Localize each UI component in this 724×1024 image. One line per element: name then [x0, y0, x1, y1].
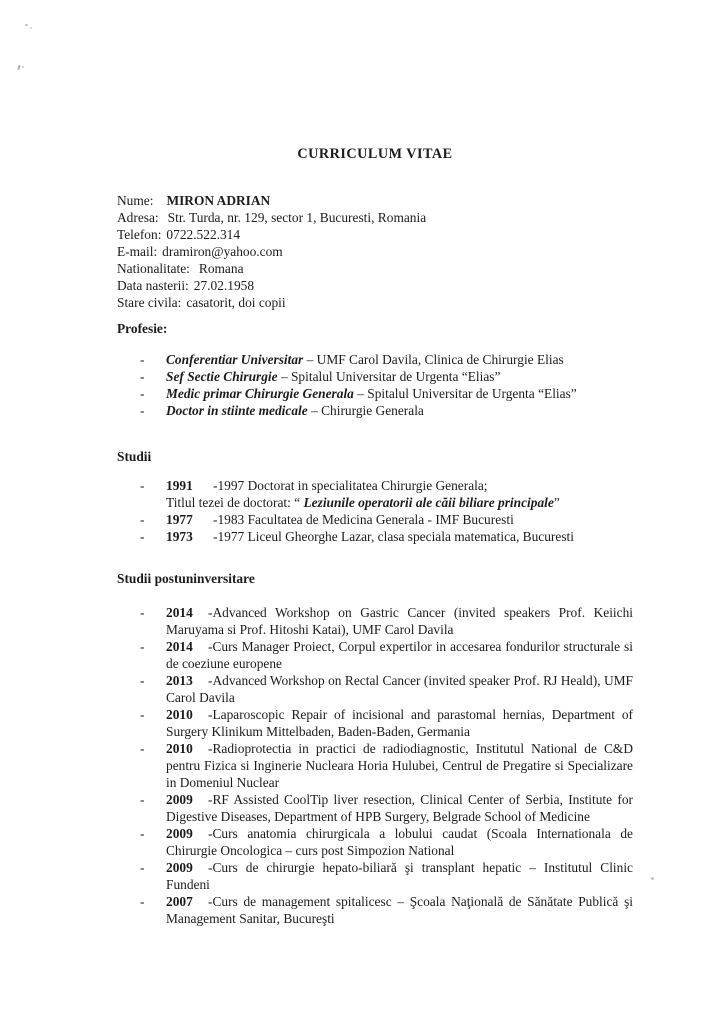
scan-artifact: [651, 877, 654, 880]
section-heading-profesie: Profesie:: [117, 321, 168, 336]
item-text: -Advanced Workshop on Rectal Cancer (invited speaker Prof. RJ Heald), UMF Carol Davila: [166, 673, 633, 705]
personal-line-nationality: [117, 260, 633, 277]
list-item: [117, 351, 633, 368]
field-label: Nume:: [117, 193, 154, 208]
field-label: E-mail:: [117, 244, 158, 259]
scan-artifact: [17, 65, 20, 70]
item-year: 2013: [166, 673, 193, 688]
field-label: Telefon:: [117, 227, 162, 242]
personal-line-name: [117, 192, 633, 209]
item-text: -1977 Liceul Gheorghe Lazar, clasa speciala matematica, Bucuresti: [213, 529, 574, 544]
list-item: [117, 368, 633, 385]
item-text: -Curs de chirurgie hepato-biliară şi transplant hepatic – Institutul Clinic Fundeni: [166, 860, 633, 892]
scan-artifact: [30, 27, 32, 29]
scan-artifact: [25, 24, 28, 26]
field-value: 27.02.1958: [193, 278, 255, 293]
item-text: -1997 Doctorat in specialitatea Chirurgie Generala;: [213, 478, 488, 493]
job-title: Medic primar Chirurgie Generala: [166, 386, 354, 401]
job-title: Sef Sectie Chirurgie: [166, 369, 278, 384]
item-text: -Advanced Workshop on Gastric Cancer (invited speakers Prof. Keiichi Maruyama si Prof. Hitoshi Katai), UMF Carol Davila: [166, 605, 633, 637]
list-item: [117, 402, 633, 419]
scan-artifact: [22, 66, 24, 68]
list-item: [117, 477, 633, 511]
list-item: [117, 638, 633, 672]
job-detail: – Chirurgie Generala: [307, 403, 424, 418]
item-year: 2009: [166, 792, 193, 807]
study-line: [166, 477, 633, 494]
list-item: [117, 604, 633, 638]
document-content: [117, 146, 633, 927]
studii-list: [117, 477, 633, 545]
item-text: -Curs anatomia chirurgicala a lobului caudat (Scoala Internationala de Chirurgie Oncologica – curs post Simpozion National: [166, 826, 633, 858]
personal-line-address: [117, 209, 633, 226]
field-label: Nationalitate:: [117, 261, 190, 276]
job-title: Conferentiar Universitar: [166, 352, 304, 367]
field-label: Stare civila:: [117, 295, 182, 310]
item-text: -Curs de management spitalicesc – Şcoala Naţională de Sănătate Publică şi Management Sanitar, Bucureşti: [166, 894, 633, 926]
item-year: 2010: [166, 741, 193, 756]
item-text: -RF Assisted CoolTip liver resection, Clinical Center of Serbia, Institute for Digestive Diseases, Department of HPB Surgery, Belgrade School of Medicine: [166, 792, 633, 824]
item-year: 2014: [166, 605, 193, 620]
item-text: -Laparoscopic Repair of incisional and parastomal hernias, Department of Surgery Klinikum Mittelbaden, Baden-Baden, Germania: [166, 707, 633, 739]
item-year: 2010: [166, 707, 193, 722]
personal-line-phone: [117, 226, 633, 243]
document-title: CURRICULUM VITAE: [297, 146, 453, 162]
job-detail: – Spitalul Universitar de Urgenta “Elias”: [353, 386, 577, 401]
thesis-prefix: Titlul tezei de doctorat: “: [166, 495, 304, 510]
list-item: [117, 740, 633, 791]
field-value: 0722.522.314: [166, 227, 241, 242]
list-item: [117, 385, 633, 402]
section-heading-studii: Studii: [117, 449, 152, 464]
item-text: -Curs Manager Proiect, Corpul expertilor in accesarea fondurilor structurale si de coeziune europene: [166, 639, 633, 671]
job-detail: – Spitalul Universitar de Urgenta “Elias”: [277, 369, 501, 384]
item-text: -1983 Facultatea de Medicina Generala - IMF Bucuresti: [213, 512, 514, 527]
list-item: [117, 511, 633, 528]
job-title: Doctor in stiinte medicale: [166, 403, 308, 418]
field-label: Data nasterii:: [117, 278, 189, 293]
list-item: [117, 893, 633, 927]
item-text: -Radioprotectia in practici de radiodiagnostic, Institutul National de C&D pentru Fizica si Inginerie Nucleara Horia Hulubei, Centrul de Pregatire si Specializare in Domeniul Nuclear: [166, 741, 633, 790]
list-item: [117, 672, 633, 706]
profesie-list: [117, 351, 633, 419]
personal-line-civil-status: [117, 294, 633, 311]
section-heading-postuniversitare: Studii postuninversitare: [117, 571, 255, 586]
postuniversitare-list: [117, 604, 633, 927]
thesis-suffix: ”: [553, 495, 560, 510]
list-item: [117, 791, 633, 825]
field-value: Str. Turda, nr. 129, sector 1, Bucuresti, Romania: [167, 210, 427, 225]
item-year: 2014: [166, 639, 193, 654]
list-item: [117, 706, 633, 740]
item-year: 1991: [166, 478, 193, 493]
field-value: MIRON ADRIAN: [166, 193, 271, 208]
personal-info-block: [117, 192, 633, 311]
list-item: [117, 859, 633, 893]
item-year: 1973: [166, 529, 193, 544]
item-year: 2009: [166, 860, 193, 875]
field-value: dramiron@yahoo.com: [162, 244, 283, 259]
thesis-title: Leziunile operatorii ale căii biliare principale: [303, 495, 554, 510]
field-label: Adresa:: [117, 210, 159, 225]
item-year: 1977: [166, 512, 193, 527]
field-value: casatorit, doi copii: [186, 295, 286, 310]
personal-line-email: [117, 243, 633, 260]
personal-line-birthdate: [117, 277, 633, 294]
item-year: 2009: [166, 826, 193, 841]
thesis-line: [166, 494, 633, 511]
job-detail: – UMF Carol Davila, Clinica de Chirurgie Elias: [303, 352, 564, 367]
item-year: 2007: [166, 894, 193, 909]
list-item: [117, 528, 633, 545]
list-item: [117, 825, 633, 859]
field-value: Romana: [198, 261, 244, 276]
